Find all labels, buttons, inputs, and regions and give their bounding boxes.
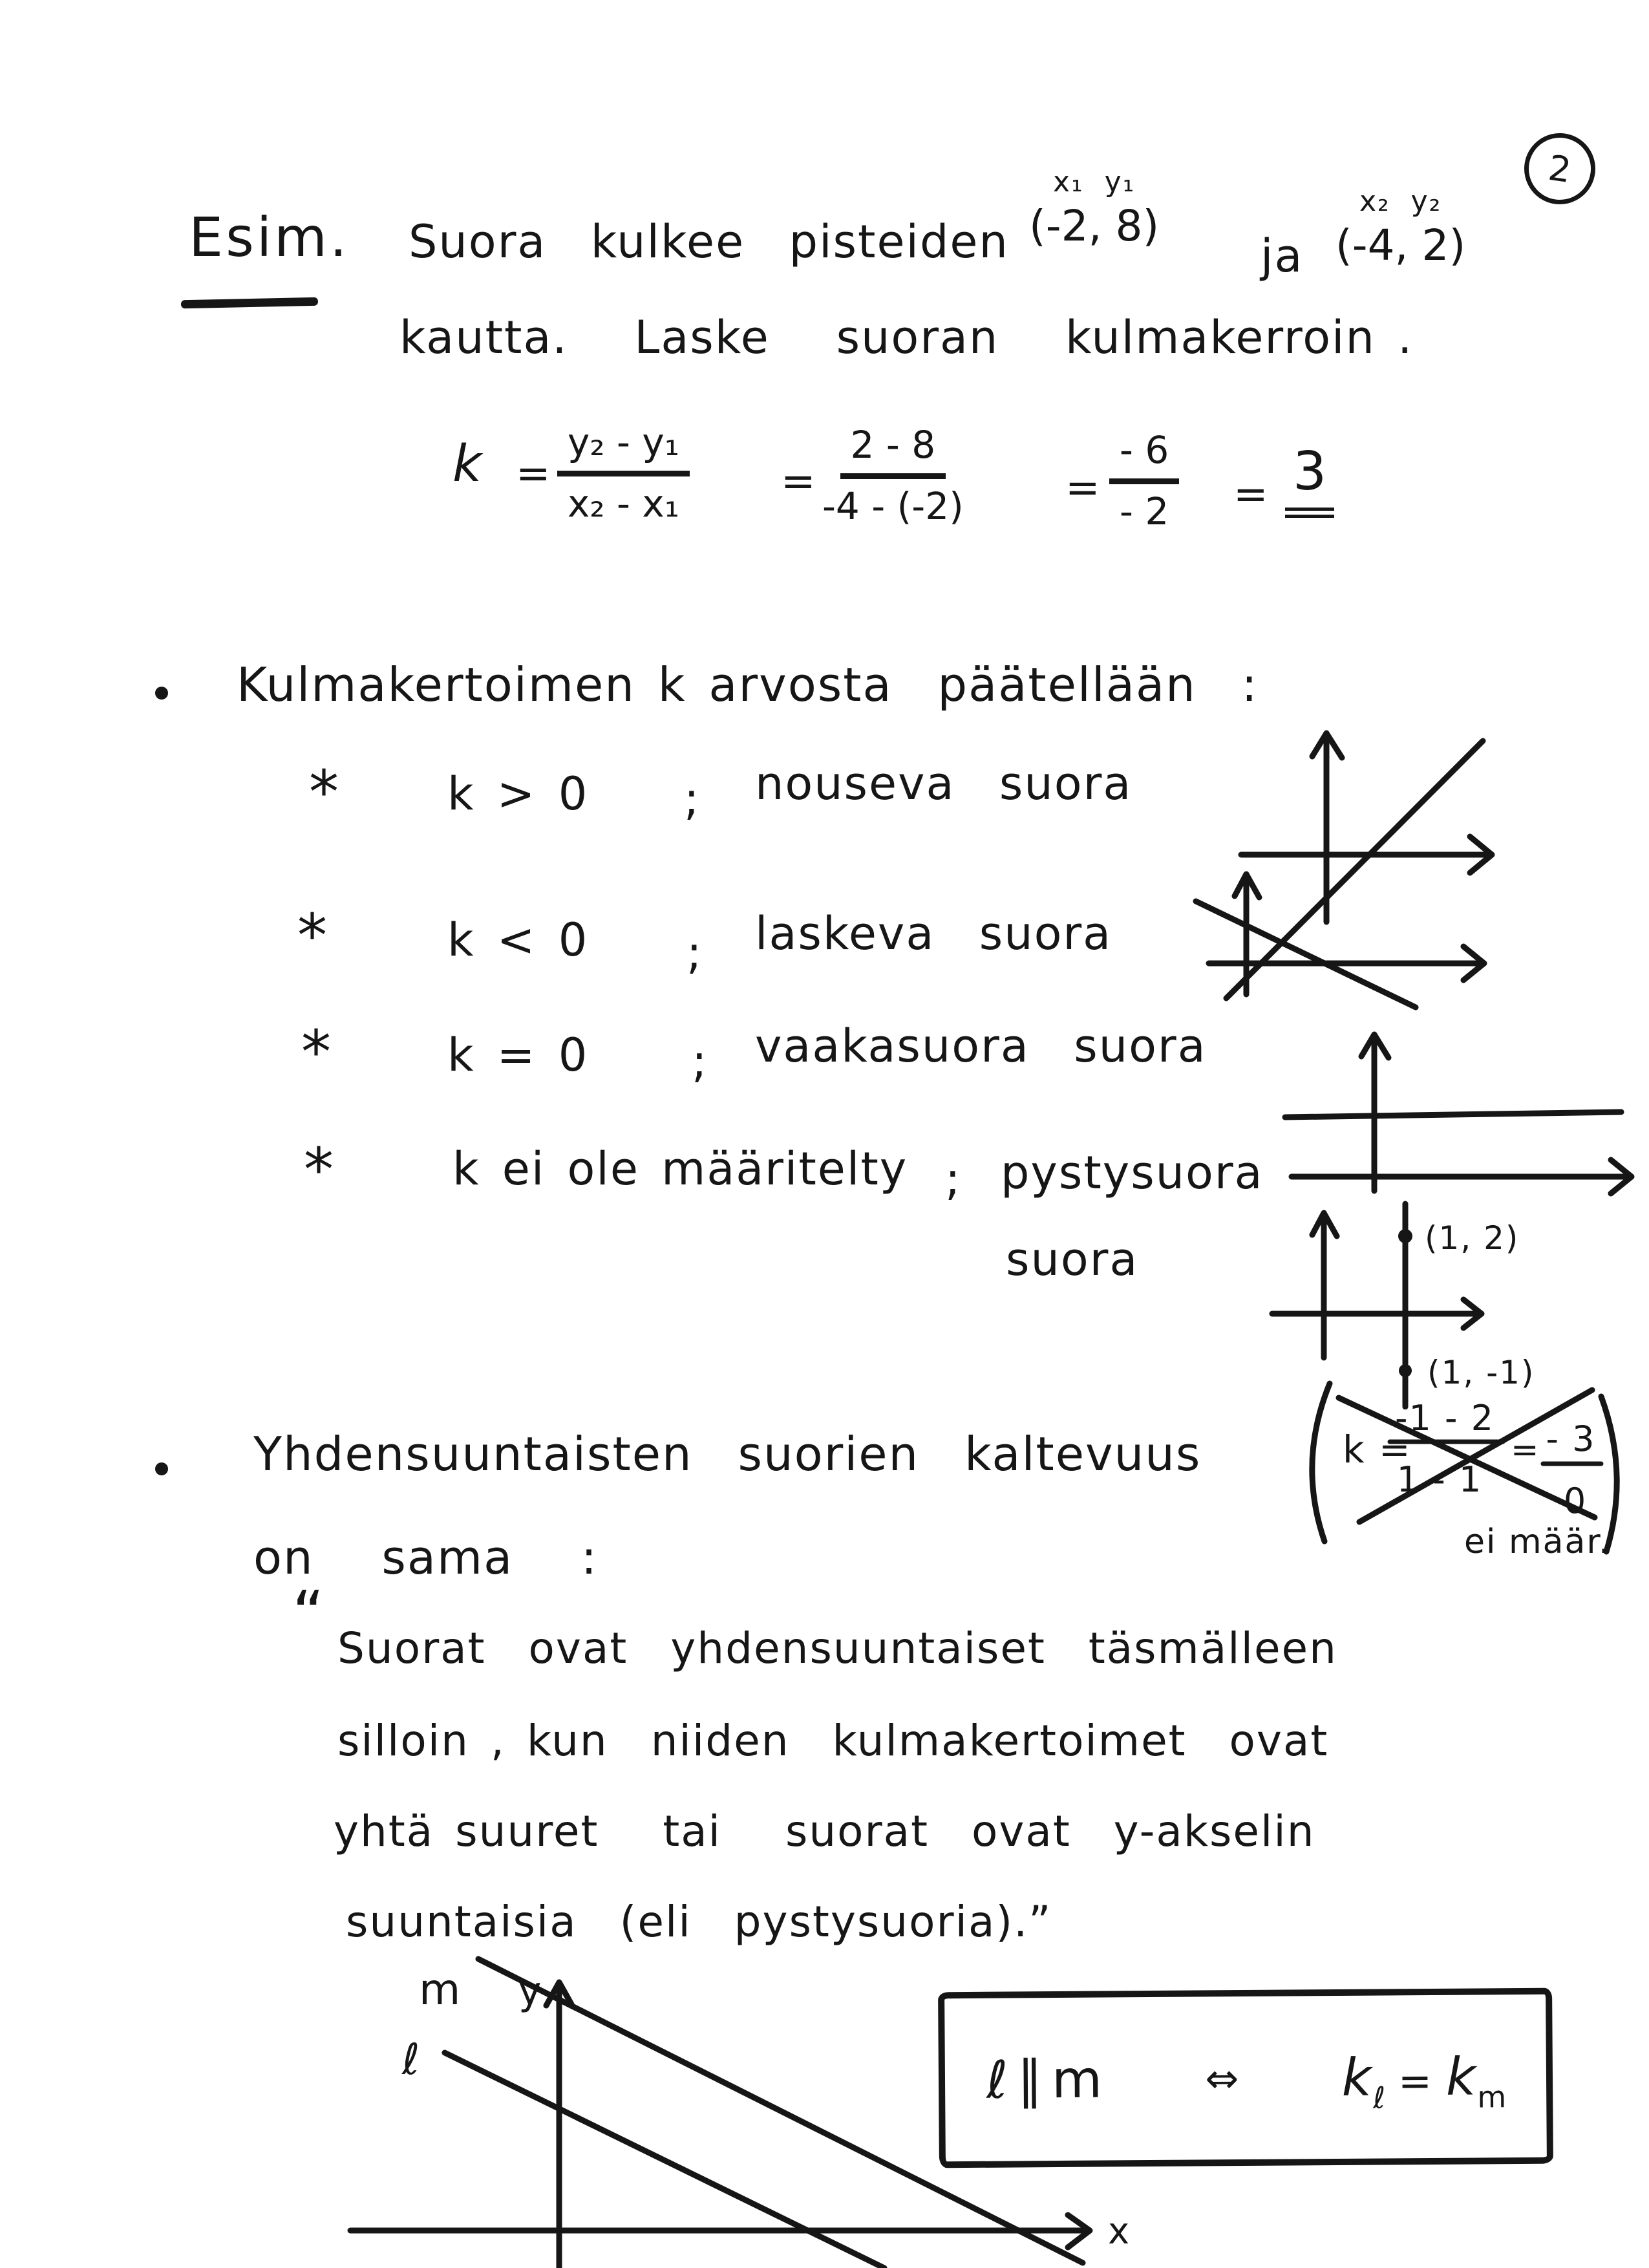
equals-sign: = [1511,1431,1540,1470]
item-condition: k < 0 [447,914,589,967]
line-l-symbol: ℓ [986,2049,1008,2110]
open-paren [1312,1384,1330,1541]
quote-line: yhtä suuret tai suorat ovat y-akselin [334,1806,1315,1856]
line-m-symbol: m [1051,2049,1103,2110]
asterisk: * [304,1135,335,1204]
quote-line: Suorat ovat yhdensuuntaiset täsmälleen [337,1623,1337,1673]
undefined-label: ei määr. [1464,1523,1611,1561]
line-l-label: ℓ [402,2035,421,2084]
equals-sign: = [516,450,552,498]
parallel-slopes-rule-box [938,1988,1553,2168]
page-number: 2 [1546,147,1574,191]
k-m-subscript: m [1477,2079,1507,2114]
k-m-base: k [1445,2046,1476,2107]
horizontal-and-vertical-line-diagram [1207,1022,1649,1409]
parallel-heading-line2: on sama : [253,1530,599,1585]
formula-result: 3 [1285,441,1334,518]
example-line2: kautta. Laske suoran kulmakerroin . [399,311,1414,364]
fraction-denominator: -4 - (-2) [822,484,964,528]
fraction-denominator: - 2 [1120,489,1169,533]
open-quote-mark: “ [292,1578,324,1650]
equals-sign: = [1065,464,1101,512]
point1-value: (-2, 8) [1029,201,1160,251]
y-axis-label: y [518,1969,543,2014]
item-separator: ; [686,926,703,979]
item-condition: k ei ole määritelty [452,1142,908,1195]
x-axis-label: x [1108,2210,1131,2252]
point-label: (1, 2) [1425,1219,1520,1257]
k-l-base: k [1341,2047,1372,2108]
item-description: nouseva suora [755,757,1133,810]
item-description: vaakasuora suora [755,1020,1207,1073]
parallel-heading-line1: Yhdensuuntaisten suorien kaltevuus [253,1427,1202,1481]
asterisk: * [301,1018,332,1087]
formula-k: k [452,435,484,493]
item-separator: ; [684,773,701,826]
example-underline [181,297,318,308]
fraction-numerator: y₂ - y₁ [557,419,690,476]
asterisk: * [309,758,340,827]
horizontal-line [1285,1112,1621,1117]
numerator: -1 - 2 [1394,1398,1495,1439]
slope-heading: Kulmakertoimen k arvosta päätellään : [237,658,1259,712]
fraction-substituted [822,422,964,528]
rising-and-falling-line-diagram [1178,702,1540,1074]
k-l-subscript: ℓ [1372,2079,1386,2115]
fraction-simplified [1109,427,1179,533]
fraction-denominator: x₂ - x₁ [568,482,679,526]
line-l [445,2053,884,2268]
k-equals: k = [1343,1428,1412,1471]
fraction-numerator: 2 - 8 [840,422,946,479]
item-separator: ; [692,1035,708,1088]
fraction-definition [557,419,690,526]
point2-coord-labels: x₂ y₂ [1359,185,1442,218]
conjunction: ja [1261,230,1304,283]
point2-value: (-4, 2) [1335,220,1466,270]
quote-line: suuntaisia (eli pystysuoria).” [346,1897,1052,1947]
point1-coord-labels: x₁ y₁ [1052,166,1136,198]
numerator: - 3 [1546,1418,1596,1459]
item-description: laskeva suora [755,907,1112,960]
asterisk: * [297,901,328,970]
quote-line: silloin , kun niiden kulmakertoimet ovat [337,1716,1329,1766]
point-marker [1398,1229,1412,1243]
bullet-dot [155,1462,168,1475]
item-condition: k > 0 [447,767,589,820]
rising-line [1226,741,1483,998]
equals-sign: = [1233,471,1270,519]
line-m-label: m [419,1965,462,2015]
bullet-dot [155,687,168,700]
example-line1: Suora kulkee pisteiden [409,215,1009,268]
page-number-badge [1520,129,1600,209]
equals-sign: = [781,458,817,506]
example-label: Esim. [189,206,350,269]
equals-sign: = [1398,2057,1432,2104]
iff-arrow: ⇔ [1205,2054,1239,2102]
item-description-continued: suora [1006,1233,1139,1286]
item-description: pystysuora [1001,1146,1264,1199]
point2-group [1335,185,1465,270]
item-condition: k = 0 [447,1029,589,1082]
denominator: 0 [1563,1481,1588,1521]
crossed-out-undefined-slope-note [1283,1365,1649,1583]
point1-group [1029,166,1159,251]
point-label: (1, -1) [1427,1354,1535,1391]
denominator: 1 - 1 [1396,1459,1483,1500]
parallel-symbol: ∥ [1016,2049,1043,2110]
fraction-numerator: - 6 [1109,427,1179,484]
item-separator: ; [945,1153,962,1206]
